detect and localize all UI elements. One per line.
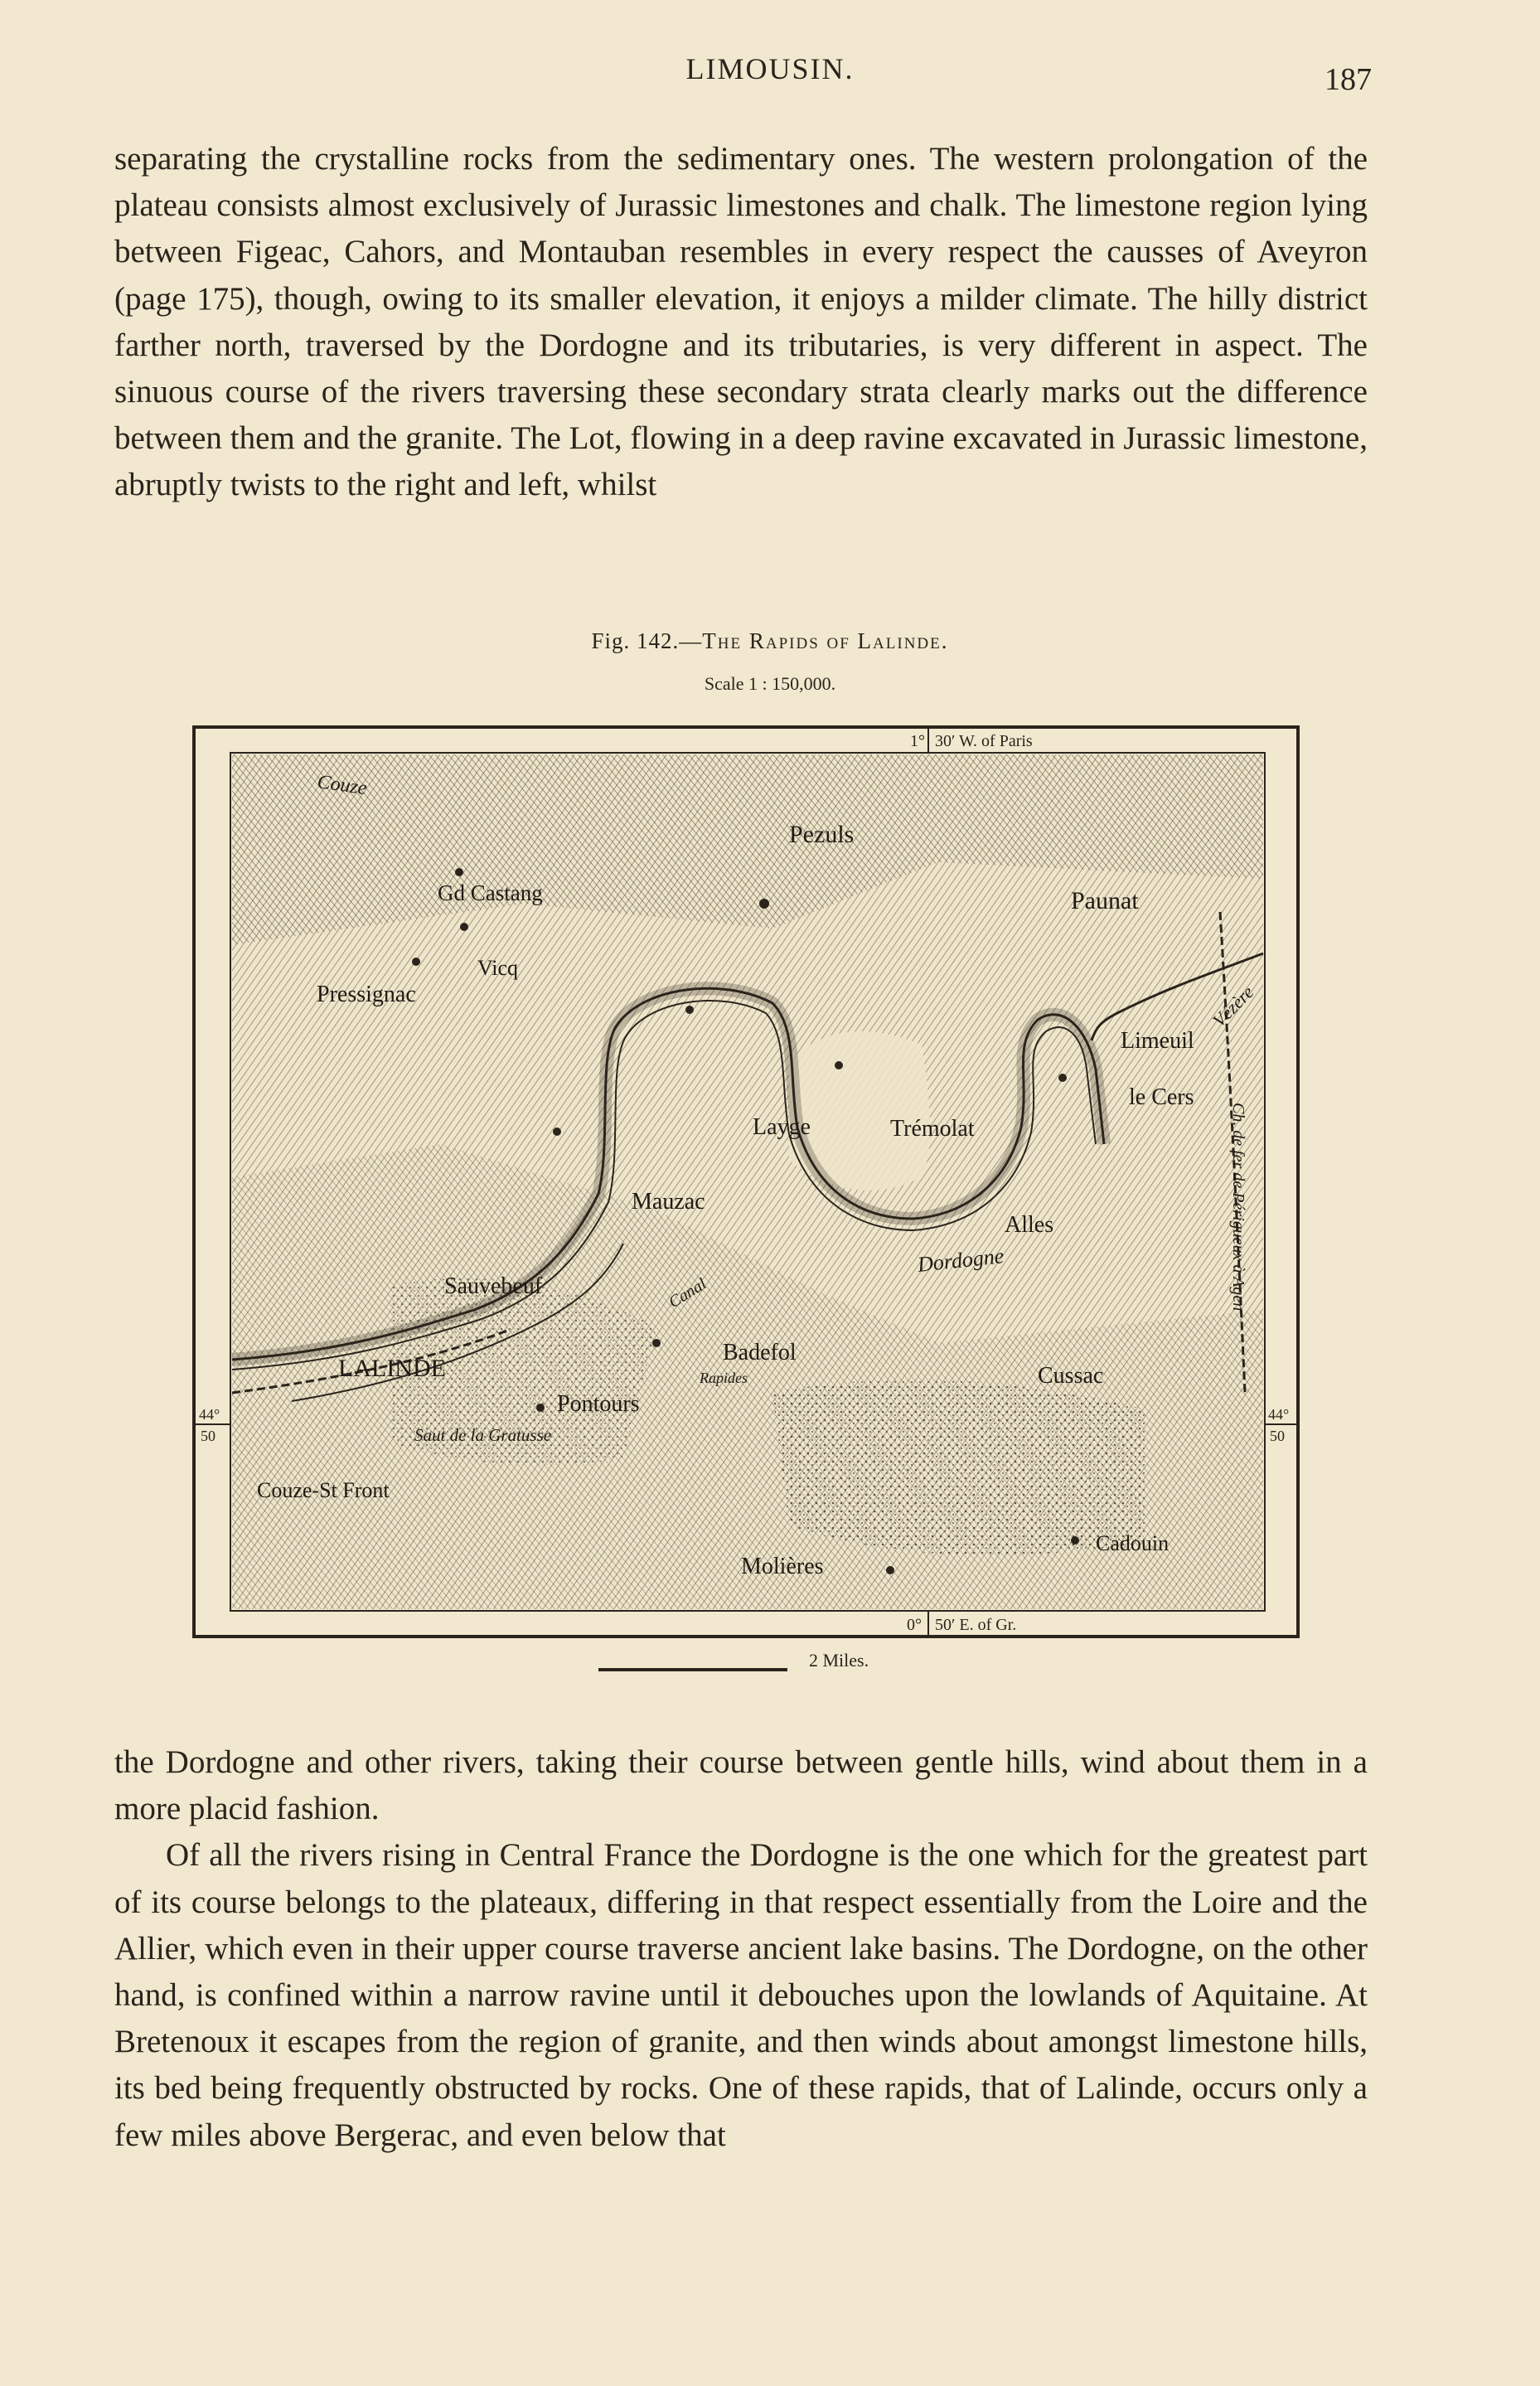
bottom-axis-label: 50′ E. of Gr. (935, 1616, 1017, 1634)
lalinde-map (192, 713, 1300, 1640)
label-castang: Gd Castang (438, 880, 543, 905)
top-paragraph: separating the crystalline rocks from the sedimentary ones. The western prolongation of the plateau consists almost exclusively of Jurassic limestones and chalk. The limestone region lying between Figeac, Cahors, and Montauban resembles in every respect the causses of Aveyron (page 175), though, owing to its smaller elevation, it enjoys a milder climate. The hilly district farther north, traversed by the Dordogne and its tributaries, is very different in aspect. The sinuous course of the rivers traversing these secondary strata clearly marks out the difference between them and the granite. The Lot, flowing in a deep ravine excavated in Jurassic limestone, abruptly twists to the right and left, whilst (114, 141, 1368, 503)
label-vezere: Vézère (1208, 982, 1258, 1031)
scale-bar (598, 1668, 787, 1671)
bottom-paragraph-2: Of all the rivers rising in Central France the Dordogne is the one which for the greatest part of its course belongs to the plateaux, differing in that respect essentially from the Loire and the Allier, which even in their upper course traverse ancient lake basins. The Dordogne, on the other hand, is confined within a narrow ravine until it debouches upon the lowlands of Aquitaine. At Bretenoux it escapes from the region of granite, and then winds about amongst limestone hills, its bed being frequently obstructed by rocks. One of these rapids, that of Lalinde, occurs only a few miles above Bergerac, and even below that (114, 1837, 1368, 2153)
figure-caption-prefix: Fig. 142.— (591, 628, 703, 653)
label-saut: Saut de la Gratusse (414, 1425, 552, 1445)
label-cadouin: Cadouin (1096, 1531, 1170, 1555)
left-lat-deg: 44° (199, 1406, 220, 1423)
figure-caption-title: The Rapids of Lalinde. (702, 628, 949, 653)
top-axis-degree: 1° (910, 732, 925, 750)
label-ch-de-fer: Ch. de fer de Périgueux à Agen (1229, 1103, 1247, 1312)
label-paunat: Paunat (1071, 887, 1139, 914)
right-lat-min: 50 (1270, 1428, 1285, 1444)
label-cussac: Cussac (1038, 1363, 1104, 1389)
label-molieres: Molières (741, 1554, 824, 1579)
top-paragraph-block (114, 136, 1368, 509)
label-pezuls: Pezuls (789, 821, 855, 848)
label-pressignac: Pressignac (317, 982, 416, 1007)
scale-bar-label: 2 Miles. (809, 1650, 869, 1671)
label-lalinde: LALINDE (338, 1355, 446, 1382)
label-alles: Alles (1005, 1212, 1054, 1238)
bottom-paragraph-1: the Dordogne and other rivers, taking their course between gentle hills, wind about them in a more placid fashion. (114, 1744, 1368, 1827)
running-head: LIMOUSIN. (685, 52, 855, 85)
label-tremolat: Trémolat (890, 1116, 975, 1142)
label-sauvebeuf: Sauvebeuf (444, 1273, 543, 1299)
bottom-axis-degree: 0° (907, 1616, 922, 1634)
label-dordogne: Dordogne (916, 1244, 1005, 1277)
top-axis-label: 30′ W. of Paris (935, 732, 1033, 750)
label-le-cers: le Cers (1129, 1084, 1194, 1110)
right-lat-deg: 44° (1268, 1406, 1290, 1423)
label-mauzac: Mauzac (632, 1189, 705, 1215)
bottom-paragraphs-block (114, 1739, 1368, 2159)
label-badefol: Badefol (723, 1340, 797, 1365)
label-layge: Layge (753, 1114, 811, 1140)
page-number: 187 (1324, 62, 1372, 97)
label-canal: Canal (665, 1274, 710, 1312)
label-rapides: Rapides (700, 1370, 748, 1386)
figure-caption (0, 628, 1540, 654)
label-couze-st-front: Couze-St Front (257, 1478, 390, 1502)
label-limeuil: Limeuil (1121, 1028, 1194, 1054)
label-pontours: Pontours (557, 1391, 640, 1417)
label-vicq: Vicq (477, 956, 518, 980)
figure-scale: Scale 1 : 150,000. (704, 673, 836, 694)
left-lat-min: 50 (201, 1428, 216, 1444)
label-couze-top: Couze (316, 771, 369, 800)
